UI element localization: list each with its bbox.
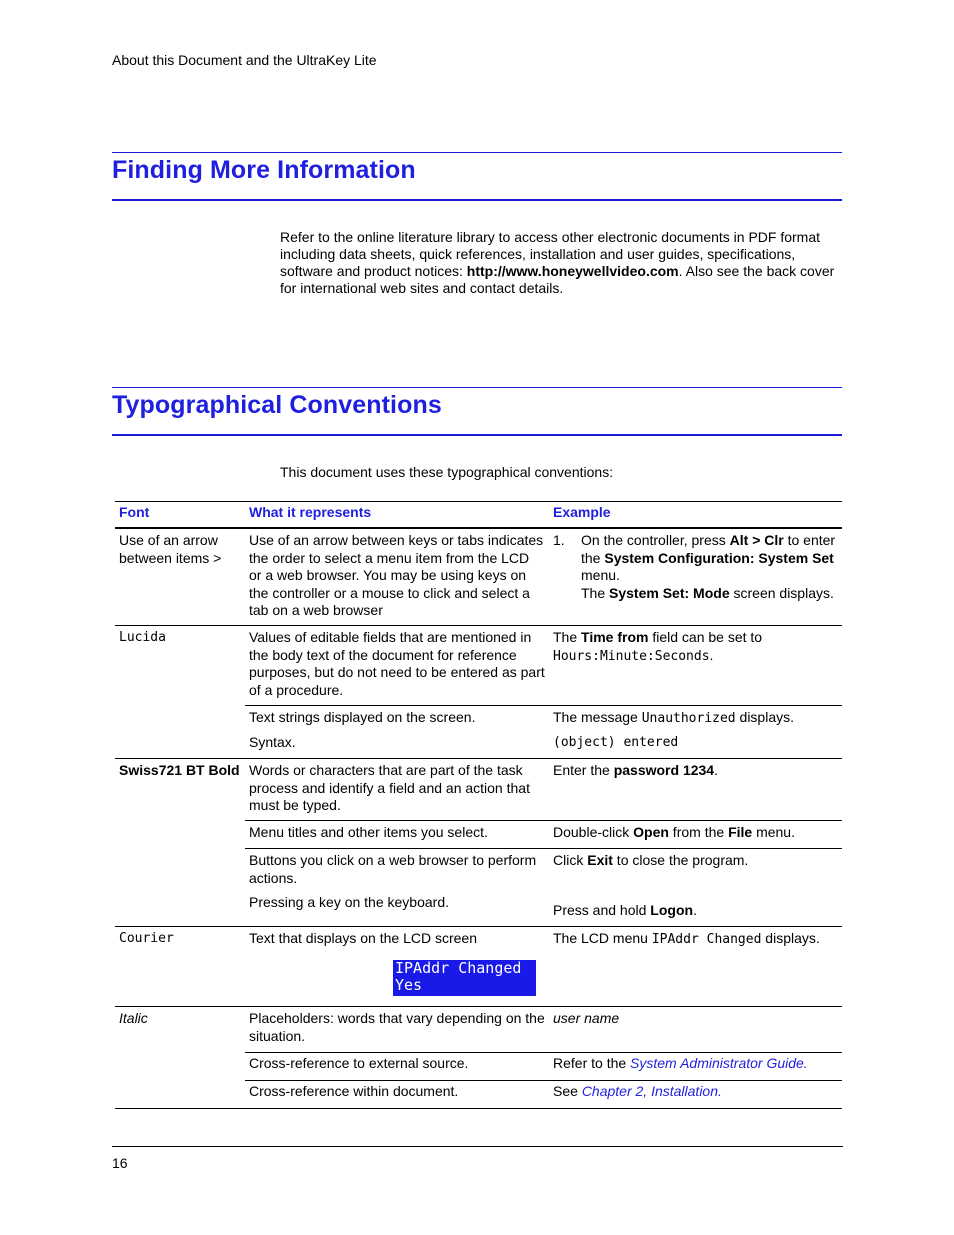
key-combo: Alt > Clr <box>729 532 784 548</box>
section-title-finding-more-information: Finding More Information <box>112 156 416 184</box>
table-rule <box>245 1080 842 1081</box>
font-cell: Lucida <box>119 630 166 645</box>
section-bottom-rule <box>112 199 842 201</box>
table-rule <box>245 848 842 849</box>
section-top-rule <box>112 387 842 388</box>
example-cell: Click Exit to close the program. <box>553 852 749 868</box>
example-cell: (object) entered <box>553 735 679 750</box>
what-cell: Syntax. <box>249 734 296 750</box>
example-cell: Refer to the System Administrator Guide. <box>553 1055 808 1071</box>
what-cell: Menu titles and other items you select. <box>249 824 488 840</box>
table-rule <box>245 1052 842 1053</box>
what-cell: Text that displays on the LCD screen <box>249 930 478 946</box>
section-bottom-rule <box>112 434 842 436</box>
example-cell: The Time from field can be set to Hours:Minute:Seconds. <box>553 629 763 664</box>
font-cell: Swiss721 BT Bold <box>119 762 240 778</box>
table-rule <box>115 1108 842 1109</box>
example-cell: Double-click Open from the File menu. <box>553 824 795 840</box>
what-cell: Buttons you click on a web browser to perform actions. <box>249 852 537 886</box>
font-cell: Italic <box>119 1010 148 1026</box>
what-cell: Use of an arrow between keys or tabs indicates the order to select a menu item from the LCD or a web browser. You may be using keys on the controller or a mouse to click and select a tab on a web browser <box>249 532 544 618</box>
running-header: About this Document and the UltraKey Lite <box>112 52 377 68</box>
example-cell: user name <box>553 1010 620 1026</box>
table-rule <box>115 501 842 502</box>
font-cell: Use of an arrow between items > <box>119 532 222 566</box>
example-cell: 1. On the controller, press Alt > Clr to enter the System Configuration: System Set menu. The System Set: Mode screen displays. <box>553 532 836 601</box>
what-cell: Words or characters that are part of the task process and identify a field and an action that must be typed. <box>249 762 530 813</box>
column-header-example: Example <box>553 504 611 520</box>
example-cell: The LCD menu IPAddr Changed displays. <box>553 930 820 947</box>
table-rule <box>245 820 842 821</box>
conventions-intro: This document uses these typographical conventions: <box>280 464 614 480</box>
list-number: 1. <box>553 532 565 548</box>
external-reference-link[interactable]: System Administrator Guide. <box>630 1055 808 1071</box>
lcd-screen-sample: IPAddr Changed Yes <box>393 960 536 996</box>
table-rule <box>115 1006 842 1007</box>
font-cell: Courier <box>119 931 174 946</box>
table-rule <box>245 705 842 706</box>
example-cell: Enter the password 1234. <box>553 762 718 778</box>
column-header-font: Font <box>119 504 150 520</box>
table-header-rule <box>115 527 842 529</box>
table-rule <box>115 926 842 927</box>
what-cell: Pressing a key on the keyboard. <box>249 894 450 910</box>
finding-more-info-paragraph: Refer to the online literature library to access other electronic documents in PDF format including data sheets, quick references, installation and user guides, specifications, software and product notices: http://www.honeywellvideo.com. Also see the back cover for international web sites and contact details. <box>280 229 835 296</box>
section-title-typographical-conventions: Typographical Conventions <box>112 391 442 419</box>
table-rule <box>115 758 842 759</box>
what-cell: Text strings displayed on the screen. <box>249 709 476 725</box>
table-rule <box>115 625 842 626</box>
what-cell: Placeholders: words that vary depending on the situation. <box>249 1010 545 1044</box>
column-header-what: What it represents <box>249 504 372 520</box>
what-cell: Cross-reference to external source. <box>249 1055 469 1071</box>
internal-reference-link[interactable]: Chapter 2, Installation. <box>581 1083 722 1099</box>
what-cell: Cross-reference within document. <box>249 1083 459 1099</box>
what-cell: Values of editable fields that are mentioned in the body text of the document for reference purposes, but do not need to be entered as part of a procedure. <box>249 629 545 698</box>
example-cell: Press and hold Logon. <box>553 902 697 918</box>
website-url[interactable]: http://www.honeywellvideo.com <box>466 263 679 279</box>
page-number: 16 <box>112 1155 128 1171</box>
example-cell: The message Unauthorized displays. <box>553 709 794 726</box>
example-cell: See Chapter 2, Installation. <box>553 1083 722 1099</box>
section-top-rule <box>112 152 842 153</box>
footer-rule <box>112 1146 843 1147</box>
